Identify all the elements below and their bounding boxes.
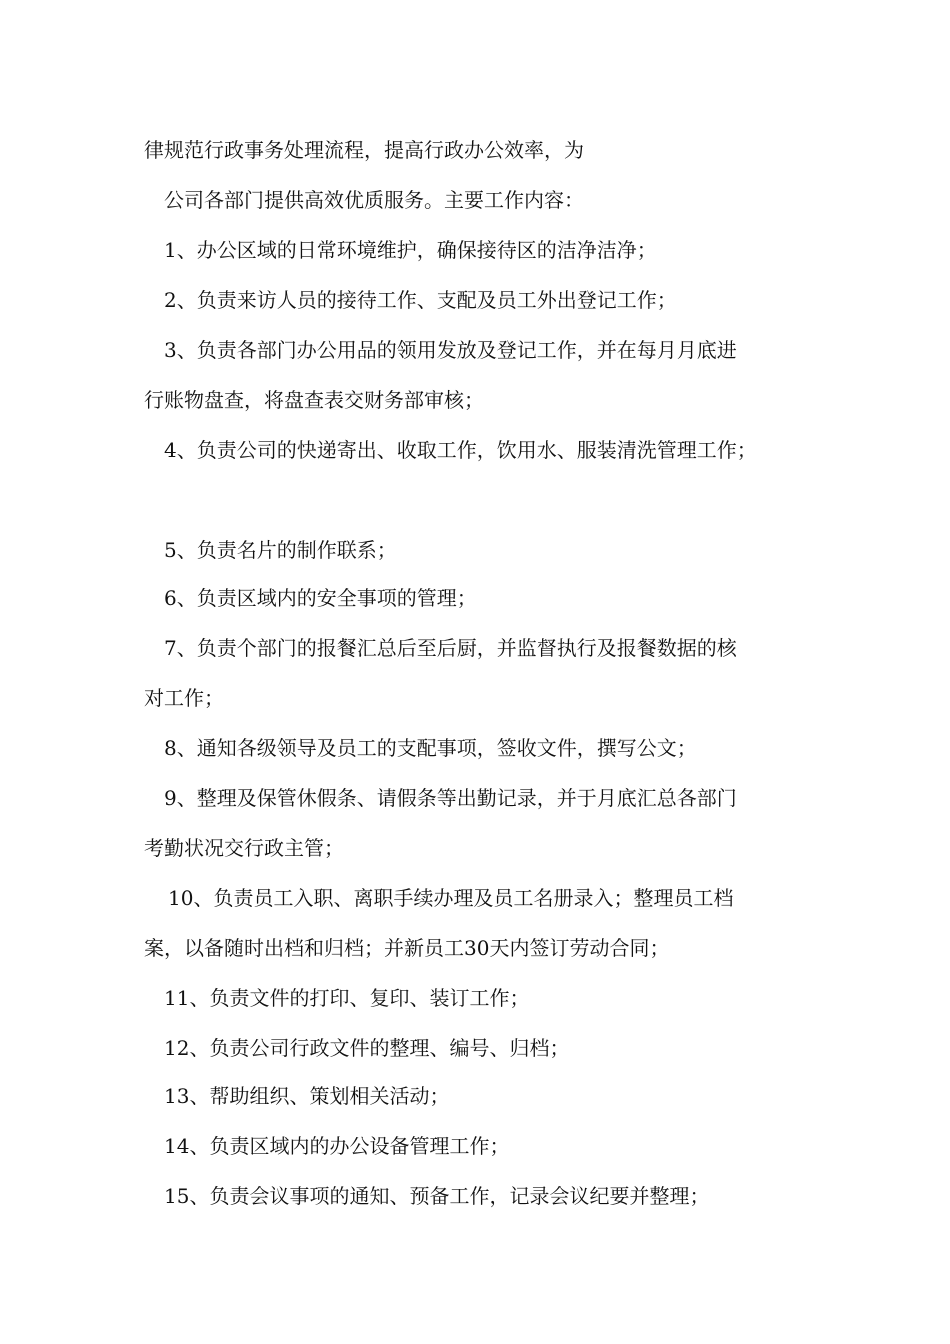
list-item: 13、帮助组织、策划相关活动； — [164, 1084, 450, 1108]
list-item: 14、负责区域内的办公设备管理工作； — [164, 1134, 510, 1158]
list-item: 10、负责员工入职、离职手续办理及员工名册录入；整理员工档 — [168, 886, 734, 910]
list-item: 9、整理及保管休假条、请假条等出勤记录，并于月底汇总各部门 — [164, 786, 737, 810]
list-item: 15、负责会议事项的通知、预备工作，记录会议纪要并整理； — [164, 1184, 710, 1208]
list-item: 3、负责各部门办公用品的领用发放及登记工作，并在每月月底进 — [164, 338, 737, 362]
list-item: 7、负责个部门的报餐汇总后至后厨，并监督执行及报餐数据的核 — [164, 636, 737, 660]
list-item: 12、负责公司行政文件的整理、编号、归档； — [164, 1036, 570, 1060]
list-item: 6、负责区域内的安全事项的管理； — [164, 586, 477, 610]
list-item: 2、负责来访人员的接待工作、支配及员工外出登记工作； — [164, 288, 677, 312]
list-item: 8、通知各级领导及员工的支配事项，签收文件，撰写公文； — [164, 736, 697, 760]
list-item: 5、负责名片的制作联系； — [164, 538, 397, 562]
list-item-continuation: 考勤状况交行政主管； — [144, 836, 344, 860]
list-item-continuation: 行账物盘查，将盘查表交财务部审核； — [144, 388, 484, 412]
text-line: 公司各部门提供高效优质服务。主要工作内容： — [164, 188, 584, 212]
text-line: 律规范行政事务处理流程，提高行政办公效率，为 — [144, 138, 584, 162]
list-item-continuation: 对工作； — [144, 686, 224, 710]
list-item: 4、负责公司的快递寄出、收取工作，饮用水、服装清洗管理工作； — [164, 438, 757, 462]
list-item: 11、负责文件的打印、复印、装订工作； — [164, 986, 530, 1010]
list-item: 1、办公区域的日常环境维护，确保接待区的洁净洁净； — [164, 238, 657, 262]
list-item-continuation: 案，以备随时出档和归档；并新员工30天内签订劳动合同； — [144, 936, 670, 960]
